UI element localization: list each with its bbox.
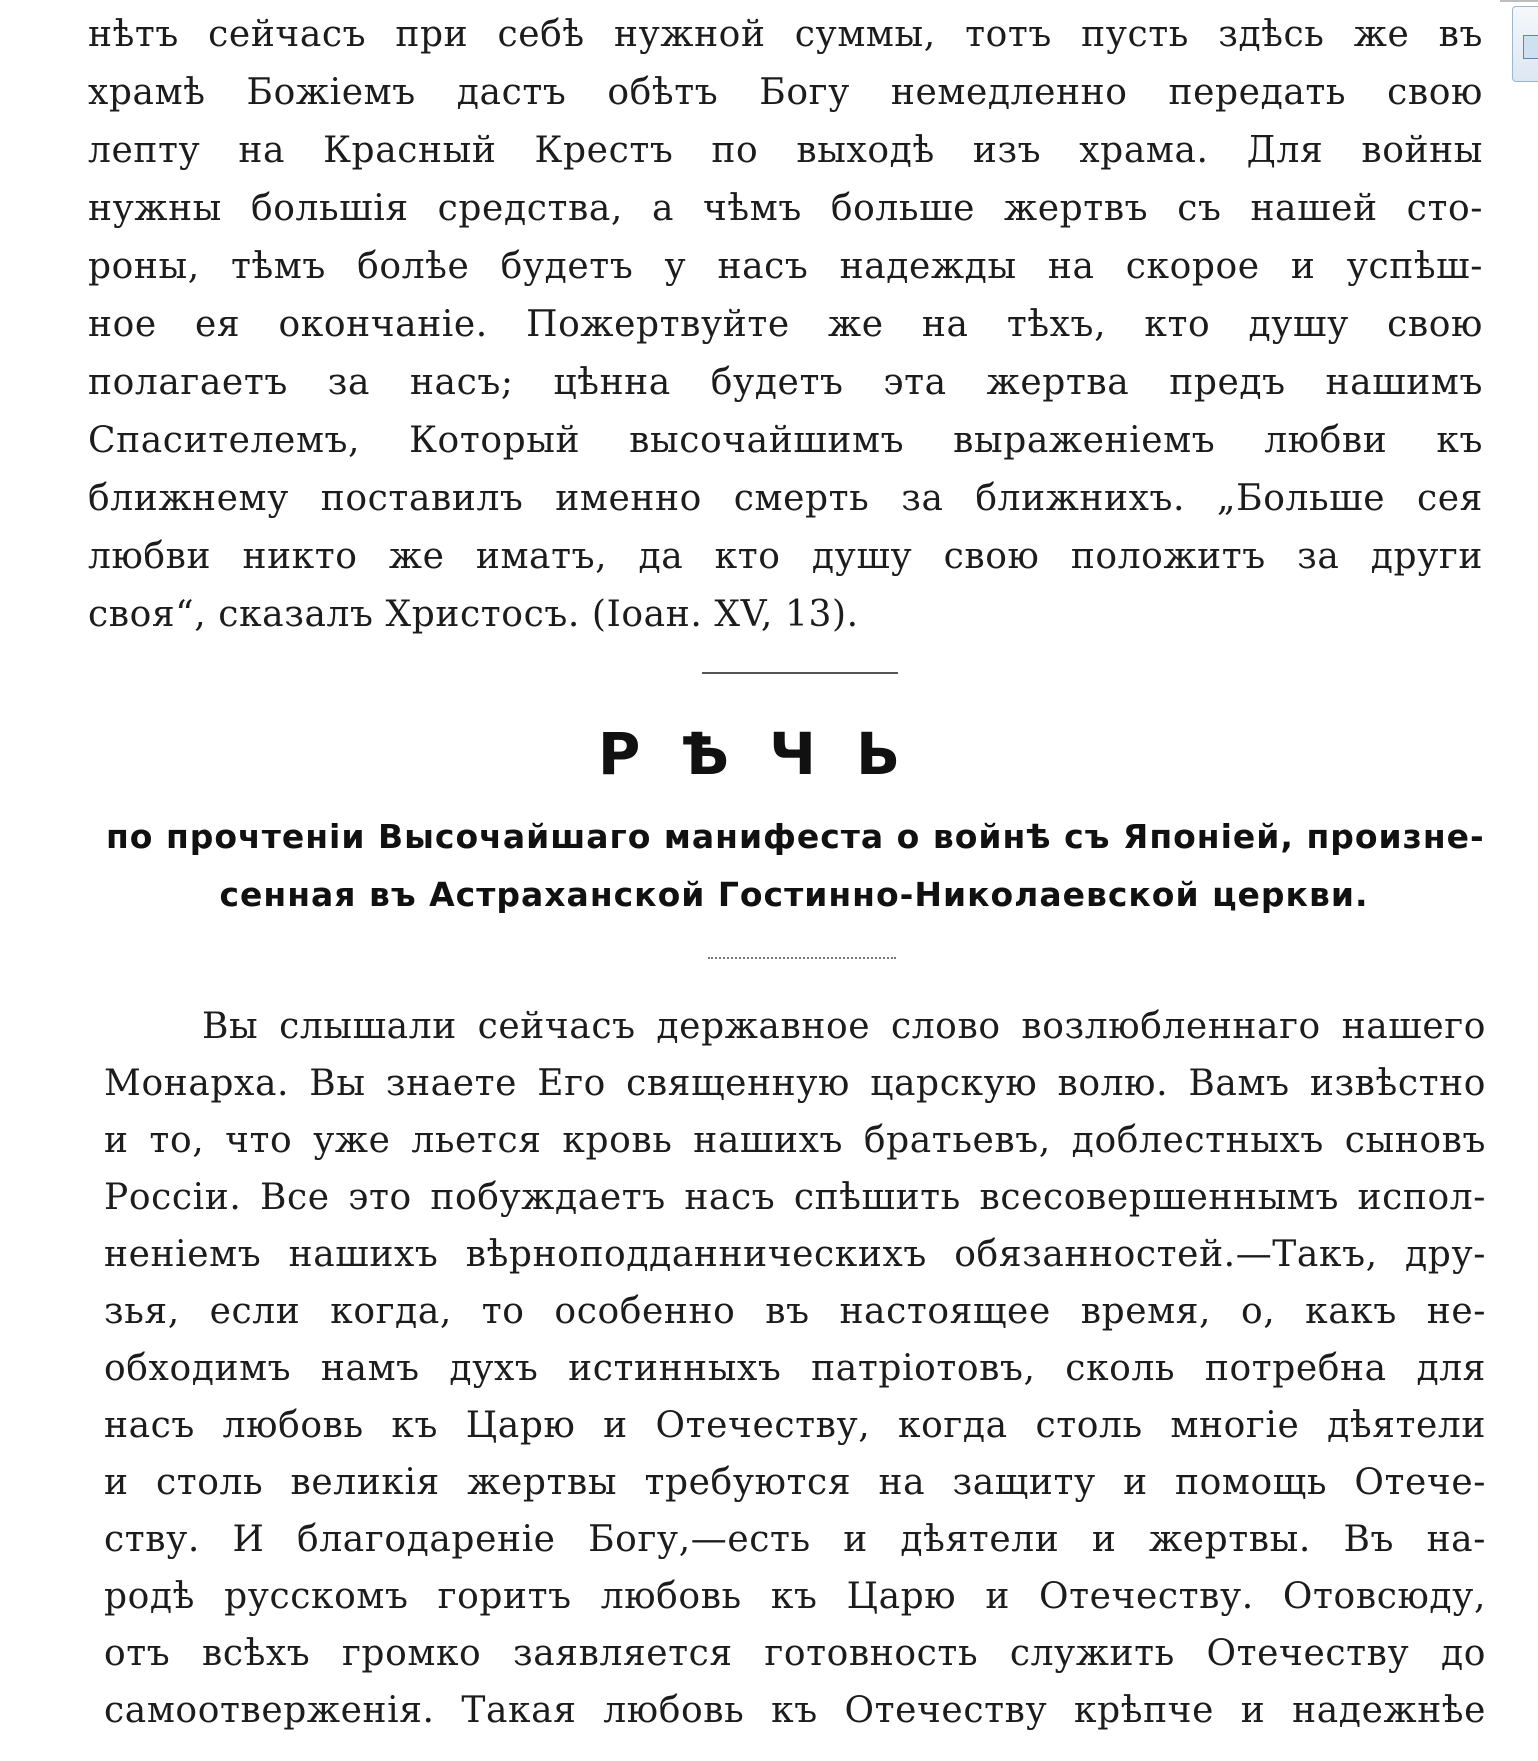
- top-paragraph: [88, 6, 1483, 644]
- subtitle-divider: [708, 957, 896, 959]
- text-line: полагаетъ за насъ; цѣнна будетъ эта жертва предъ нашимъ: [88, 362, 1483, 403]
- subtitle-line: по прочтеніи Высочайшаго манифеста о войнѣ съ Японіей, произне-: [106, 817, 1485, 856]
- text-line: Монарха. Вы знаете Его священную царскую волю. Вамъ извѣстно: [104, 1063, 1486, 1104]
- text-line: зья, если когда, то особенно въ настоящее время, о, какъ не-: [104, 1291, 1486, 1332]
- text-line: любви никто же иматъ, да кто душу свою положитъ за други: [88, 536, 1483, 577]
- text-line: самоотверженія. Такая любовь къ Отечеству крѣпче и надежнѣе: [104, 1690, 1486, 1731]
- text-line: насъ любовь къ Царю и Отечеству, когда столь многіе дѣятели: [104, 1405, 1486, 1446]
- text-line: ное ея окончаніе. Пожертвуйте же на тѣхъ, кто душу свою: [88, 304, 1483, 345]
- window-edge: [1500, 0, 1538, 2]
- speech-subtitle: [106, 808, 1485, 924]
- text-line: нужны большія средства, а чѣмъ больше жертвъ съ нашей сто-: [88, 188, 1483, 229]
- speech-title: РѢЧЬ: [597, 720, 941, 788]
- text-line: неніемъ нашихъ вѣрноподданническихъ обязанностей.—Такъ, дру-: [104, 1234, 1486, 1275]
- text-line: своя“, сказалъ Христосъ. (Іоан. XV, 13).: [88, 594, 859, 635]
- text-line: обходимъ намъ духъ истинныхъ патріотовъ, сколь потребна для: [104, 1348, 1486, 1389]
- text-line: лепту на Красный Крестъ по выходѣ изъ храма. Для войны: [88, 130, 1483, 171]
- text-line: роны, тѣмъ болѣе будетъ у насъ надежды на скорое и успѣш-: [88, 246, 1483, 287]
- document-window-icon-glyph: [1523, 35, 1538, 59]
- body-paragraph: [104, 998, 1486, 1739]
- text-line: и то, что уже льется кровь нашихъ братьевъ, доблестныхъ сыновъ: [104, 1120, 1486, 1161]
- section-divider: [702, 672, 898, 674]
- text-line: и столь великія жертвы требуются на защиту и помощь Отече-: [104, 1462, 1486, 1503]
- subtitle-line: сенная въ Астраханской Гостинно-Николаевской церкви.: [219, 875, 1369, 914]
- text-line: отъ всѣхъ громко заявляется готовность служить Отечеству до: [104, 1633, 1486, 1674]
- text-line: нѣтъ сейчасъ при себѣ нужной суммы, тотъ пусть здѣсь же въ: [88, 14, 1483, 55]
- text-line: Россіи. Все это побуждаетъ насъ спѣшить всесовершеннымъ испол-: [104, 1177, 1486, 1218]
- text-line: храмѣ Божіемъ дастъ обѣтъ Богу немедленно передать свою: [88, 72, 1483, 113]
- text-line: ближнему поставилъ именно смерть за ближнихъ. „Больше сея: [88, 478, 1483, 519]
- text-line: ству. И благодареніе Богу,—есть и дѣятели и жертвы. Въ на-: [104, 1519, 1486, 1560]
- document-window-icon[interactable]: [1512, 6, 1538, 82]
- text-line: Спасителемъ, Который высочайшимъ выраженіемъ любви къ: [88, 420, 1483, 461]
- text-line: Вы слышали сейчасъ державное слово возлюбленнаго нашего: [202, 1006, 1486, 1047]
- text-line: родѣ русскомъ горитъ любовь къ Царю и Отечеству. Отовсюду,: [104, 1576, 1486, 1617]
